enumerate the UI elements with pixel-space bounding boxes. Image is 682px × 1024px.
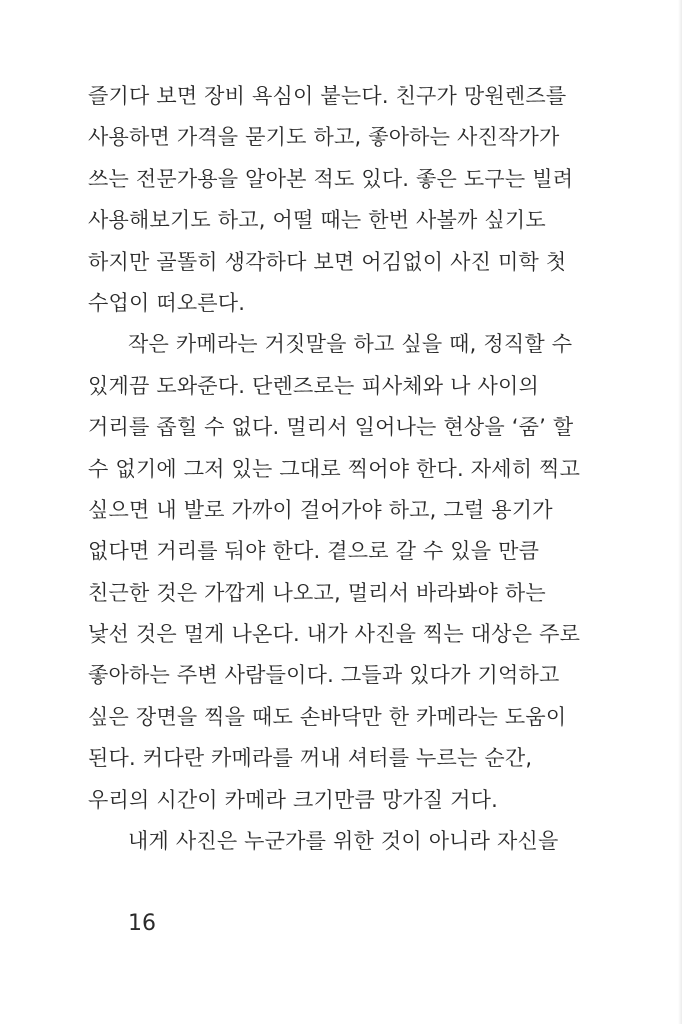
text-line: 하지만 골똘히 생각하다 보면 어김없이 사진 미학 첫 <box>88 249 567 274</box>
text-line: 사용하면 가격을 묻기도 하고, 좋아하는 사진작가가 <box>88 125 560 150</box>
text-line: 친근한 것은 가깝게 나오고, 멀리서 바라봐야 하는 <box>88 580 546 605</box>
body-text <box>88 76 648 862</box>
text-line: 거리를 좁힐 수 없다. 멀리서 일어나는 현상을 ‘줌’ 할 <box>88 415 574 440</box>
text-line: 사용해보기도 하고, 어떨 때는 한번 사볼까 싶기도 <box>88 208 546 233</box>
text-line: 싶으면 내 발로 가까이 걸어가야 하고, 그럴 용기가 <box>88 497 553 522</box>
text-line: 좋아하는 주변 사람들이다. 그들과 있다가 기억하고 <box>88 663 560 688</box>
page-number: 16 <box>128 911 156 936</box>
text-line: 우리의 시간이 카메라 크기만큼 망가질 거다. <box>88 787 498 812</box>
paragraph-start-line: 내게 사진은 누군가를 위한 것이 아니라 자신을 <box>128 829 559 854</box>
text-line: 싶은 장면을 찍을 때도 손바닥만 한 카메라는 도움이 <box>88 704 567 729</box>
page-edge-shadow <box>678 0 682 1024</box>
text-line: 수업이 떠오른다. <box>88 290 246 315</box>
text-line: 있게끔 도와준다. 단렌즈로는 피사체와 나 사이의 <box>88 373 539 398</box>
text-line: 수 없기에 그저 있는 그대로 찍어야 한다. 자세히 찍고 <box>88 456 581 481</box>
text-line: 없다면 거리를 둬야 한다. 곁으로 갈 수 있을 만큼 <box>88 539 540 564</box>
text-line: 낯선 것은 멀게 나온다. 내가 사진을 찍는 대상은 주로 <box>88 622 581 647</box>
text-line: 쓰는 전문가용을 알아본 적도 있다. 좋은 도구는 빌려 <box>88 166 574 191</box>
paragraph-start-line: 작은 카메라는 거짓말을 하고 싶을 때, 정직할 수 <box>128 332 573 357</box>
text-line: 된다. 커다란 카메라를 꺼내 셔터를 누르는 순간, <box>88 746 533 771</box>
text-line: 즐기다 보면 장비 욕심이 붙는다. 친구가 망원렌즈를 <box>88 84 567 108</box>
